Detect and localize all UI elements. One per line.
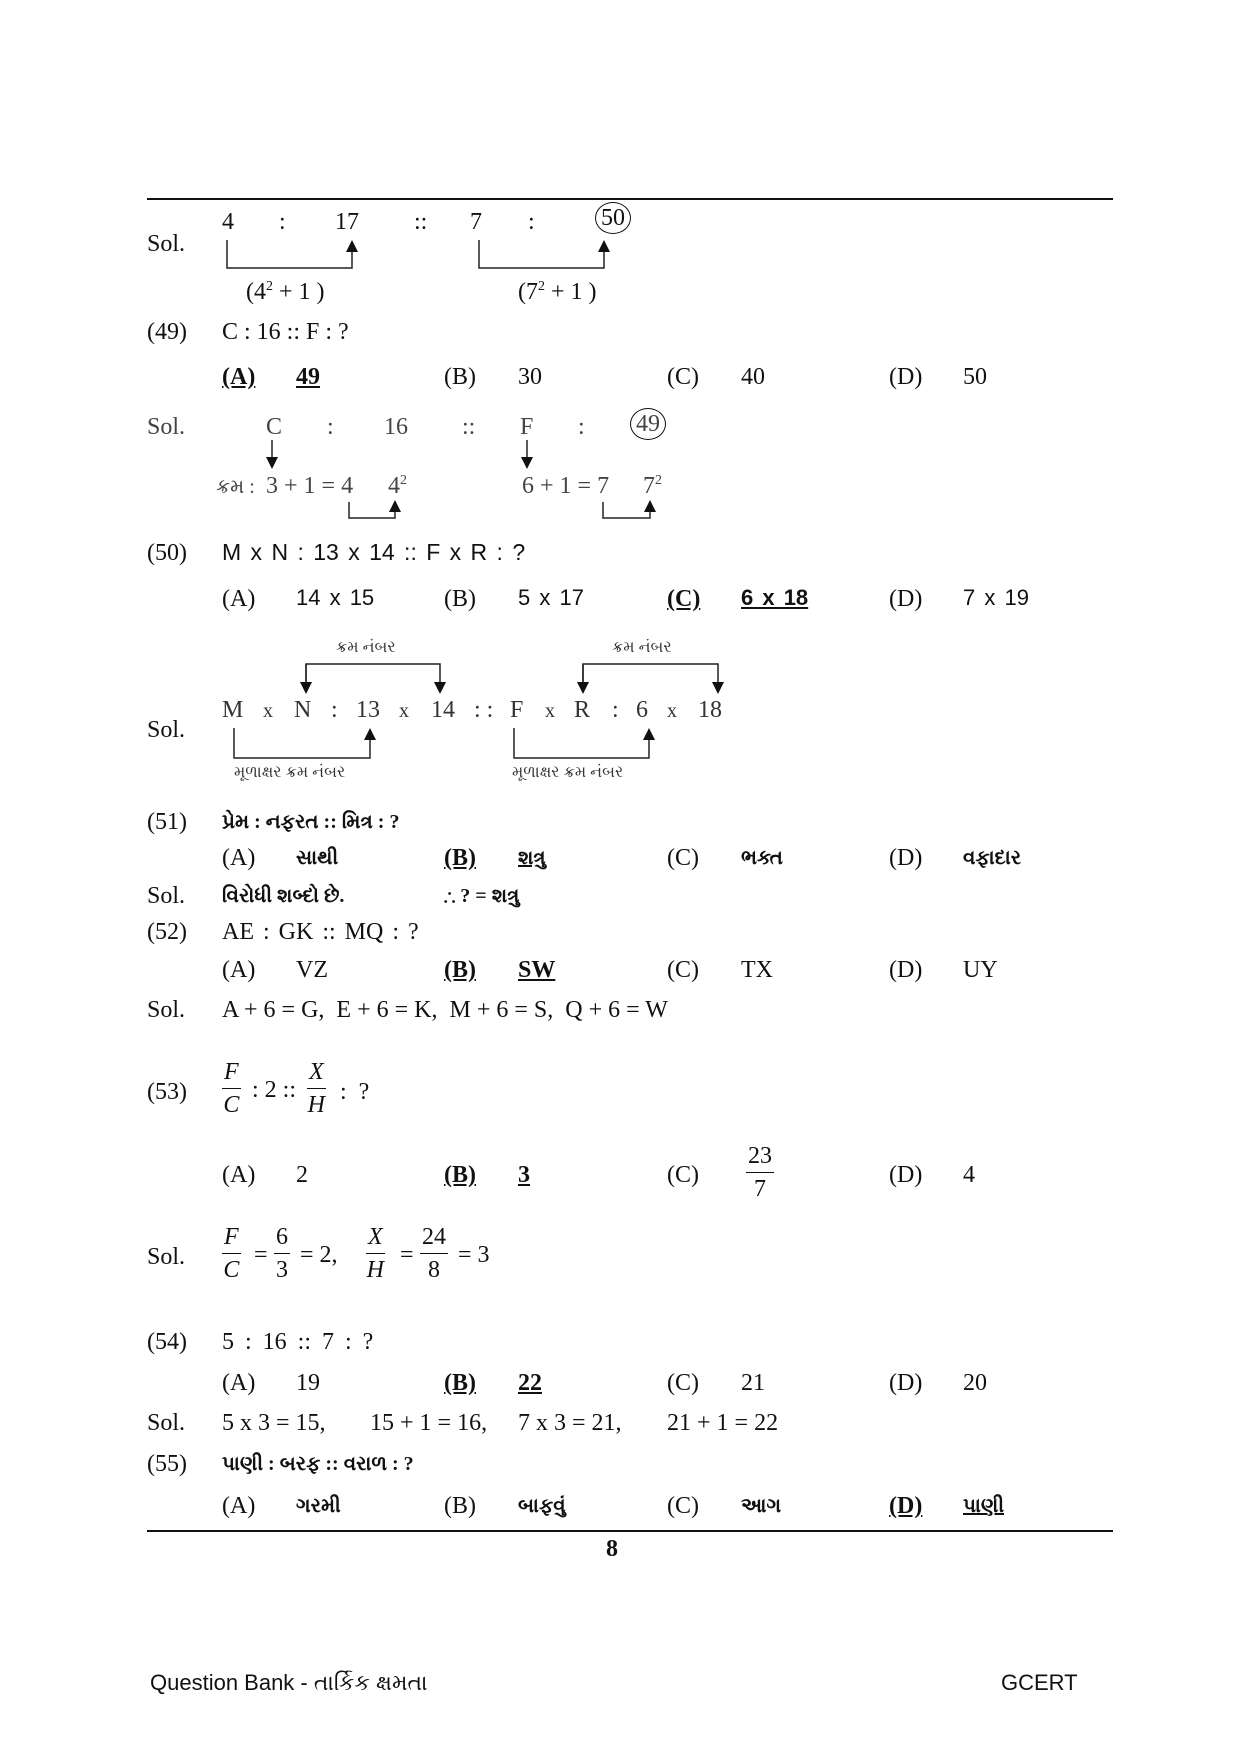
- option-value-correct: 6 x 18: [741, 585, 809, 610]
- page-number: 8: [606, 1536, 618, 1562]
- option-key: (B): [444, 364, 476, 390]
- term: 6: [636, 697, 648, 723]
- sol-text: વિરોધી શબ્દો છે.: [222, 885, 345, 907]
- question-text: C : 16 :: F : ?: [222, 319, 349, 345]
- bracket-arrow: [603, 502, 650, 518]
- option-value: 7 x 19: [963, 585, 1029, 610]
- option-value-correct: પાણી: [963, 1495, 1005, 1517]
- option-key: (A): [222, 1370, 256, 1396]
- formula: ($4^2 + 1$ ): [246, 279, 325, 305]
- answer-circled: 50: [595, 206, 631, 230]
- option-key: (A): [222, 957, 256, 983]
- term: F: [520, 414, 534, 440]
- option-value: 19: [296, 1370, 320, 1396]
- option-key: (B): [444, 1493, 476, 1519]
- equation: 6 + 1 = 7: [522, 473, 610, 499]
- option-value: બાફવું: [518, 1495, 566, 1517]
- colon: :: [528, 209, 535, 235]
- term: 13: [356, 697, 380, 723]
- option-value: 20: [963, 1370, 987, 1396]
- sol-step: 15 + 1 = 16,: [370, 1410, 488, 1436]
- result: = 3: [458, 1242, 490, 1268]
- term: :: [612, 697, 619, 723]
- option-value: 14 x 15: [296, 585, 375, 610]
- equation: 3 + 1 = 4: [266, 473, 354, 499]
- term: x: [263, 700, 273, 722]
- bracket-arrow: [227, 240, 352, 268]
- term: 16: [384, 414, 408, 440]
- footer-right: GCERT: [1001, 1670, 1078, 1695]
- question-number: (51): [147, 809, 187, 835]
- term: x: [399, 700, 409, 722]
- option-key: (D): [889, 845, 923, 871]
- option-key-correct: (A): [222, 364, 256, 390]
- power: $4^2$: [388, 473, 407, 499]
- option-value: VZ: [296, 957, 328, 983]
- colon: :: [578, 414, 585, 440]
- sol-step: 7 x 3 = 21,: [518, 1410, 622, 1436]
- sol-label: Sol.: [147, 414, 186, 440]
- fraction: $\frac{F}{C}$: [223, 1224, 240, 1283]
- term: x: [545, 700, 555, 722]
- question-number: (49): [147, 319, 187, 345]
- option-key: (D): [889, 1162, 923, 1188]
- option-value: સાથી: [296, 847, 339, 869]
- question-number: (52): [147, 919, 187, 945]
- option-value: ગરમી: [296, 1495, 341, 1517]
- colon: :: [279, 209, 286, 235]
- power: $7^2$: [643, 473, 662, 499]
- option-key: (C): [667, 1370, 699, 1396]
- question-number: (50): [147, 540, 187, 566]
- option-key: (C): [667, 957, 699, 983]
- kram-label: ક્રમ :: [216, 476, 255, 498]
- sol-label: Sol.: [147, 883, 186, 909]
- term: : :: [474, 697, 494, 723]
- sol-label: Sol.: [147, 1244, 186, 1270]
- colon: :: [327, 414, 334, 440]
- term: C: [266, 414, 283, 440]
- annotation: ક્રમ નંબર: [612, 639, 672, 656]
- double-colon: ::: [414, 209, 428, 235]
- fraction: $\frac{6}{3}$: [276, 1224, 288, 1283]
- bracket-arrow: [349, 502, 395, 518]
- sol-step: 5 x 3 = 15,: [222, 1410, 326, 1436]
- option-value: ભક્ત: [741, 847, 783, 869]
- option-value: 40: [741, 364, 765, 390]
- annotation: મૂળાક્ષર ક્રમ નંબર: [234, 764, 346, 781]
- option-key: (D): [889, 364, 923, 390]
- option-value: વફાદાર: [963, 847, 1022, 869]
- option-key: (C): [667, 1493, 699, 1519]
- option-value-correct: 49: [296, 364, 320, 390]
- option-key: (C): [667, 364, 699, 390]
- option-value-correct: 22: [518, 1370, 542, 1396]
- fraction: $\frac{24}{8}$: [422, 1224, 446, 1283]
- sol-label: Sol.: [147, 997, 186, 1023]
- option-key-correct: (D): [889, 1493, 923, 1519]
- sol-step: 21 + 1 = 22: [667, 1410, 779, 1436]
- sol-label: Sol.: [147, 1410, 186, 1436]
- option-value-correct: SW: [518, 957, 556, 983]
- bracket-arrow: [234, 728, 370, 758]
- option-value: 50: [963, 364, 987, 390]
- term: 17: [335, 209, 359, 235]
- fraction: $\frac{X}{H}$: [366, 1224, 384, 1283]
- term: 4: [222, 209, 234, 235]
- term: F: [510, 697, 524, 723]
- answer-circled: 49: [630, 412, 666, 436]
- option-value: 30: [518, 364, 542, 390]
- option-key: (C): [667, 1162, 699, 1188]
- term: N: [294, 697, 312, 723]
- option-key-correct: (C): [667, 586, 701, 612]
- sol-text: A + 6 = G, E + 6 = K, M + 6 = S, Q + 6 = W: [222, 997, 668, 1023]
- term: 7: [470, 209, 482, 235]
- option-key: (D): [889, 1370, 923, 1396]
- fraction-option: $\frac{23}{7}$: [748, 1143, 772, 1202]
- option-key: (A): [222, 845, 256, 871]
- question-number: (55): [147, 1451, 187, 1477]
- result: = 2,: [300, 1242, 338, 1268]
- bracket-arrow: [479, 240, 604, 268]
- question-text: 5 : 16 :: 7 : ?: [222, 1329, 374, 1355]
- option-value: આગ: [741, 1495, 782, 1517]
- equals: =: [400, 1242, 414, 1268]
- option-key-correct: (B): [444, 957, 476, 983]
- option-key: (D): [889, 586, 923, 612]
- question-text: પ્રેમ : નફરત :: મિત્ર : ?: [222, 811, 400, 833]
- question-text: પાણી : બરફ :: વરાળ : ?: [222, 1453, 414, 1475]
- double-colon: ::: [462, 414, 476, 440]
- term: R: [574, 697, 591, 723]
- option-key-correct: (B): [444, 845, 476, 871]
- term: :: [331, 697, 338, 723]
- question-text: M x N : 13 x 14 :: F x R : ?: [222, 539, 526, 565]
- term: x: [667, 700, 677, 722]
- bracket-arrow: [583, 664, 718, 690]
- question-number: (54): [147, 1329, 187, 1355]
- question-text: : 2 ::: [252, 1077, 297, 1103]
- footer-left: Question Bank - તાર્કિક ક્ષમતા: [150, 1670, 428, 1695]
- sol-label: Sol.: [147, 231, 186, 257]
- option-key: (A): [222, 1162, 256, 1188]
- fraction: $\frac{X}{H}$: [307, 1059, 325, 1118]
- fraction: $\frac{F}{C}$: [223, 1059, 240, 1118]
- option-key: (B): [444, 586, 476, 612]
- bracket-arrow: [306, 664, 440, 690]
- option-value: 4: [963, 1162, 975, 1188]
- formula: ($7^2 + 1$ ): [518, 279, 597, 305]
- question-text: : ?: [340, 1079, 370, 1105]
- sol-answer: ∴ ? = શત્રુ: [444, 885, 520, 907]
- option-key-correct: (B): [444, 1162, 476, 1188]
- question-number: (53): [147, 1079, 187, 1105]
- sol-label: Sol.: [147, 717, 186, 743]
- annotation: મૂળાક્ષર ક્રમ નંબર: [512, 764, 624, 781]
- option-value: UY: [963, 957, 998, 983]
- option-key: (A): [222, 1493, 256, 1519]
- annotation: ક્રમ નંબર: [336, 639, 396, 656]
- option-value-correct: 3: [518, 1162, 530, 1188]
- term: 18: [698, 697, 722, 723]
- option-key: (C): [667, 845, 699, 871]
- term: M: [222, 697, 244, 723]
- option-key: (A): [222, 586, 256, 612]
- equals: =: [254, 1242, 268, 1268]
- term: 14: [431, 697, 455, 723]
- option-value: 5 x 17: [518, 585, 584, 610]
- option-value-correct: શત્રુ: [518, 847, 546, 869]
- question-text: AE : GK :: MQ : ?: [222, 919, 419, 945]
- bracket-arrow: [514, 728, 649, 758]
- option-value: 2: [296, 1162, 308, 1188]
- option-value: TX: [741, 957, 773, 983]
- option-key: (D): [889, 957, 923, 983]
- option-value: 21: [741, 1370, 765, 1396]
- option-key-correct: (B): [444, 1370, 476, 1396]
